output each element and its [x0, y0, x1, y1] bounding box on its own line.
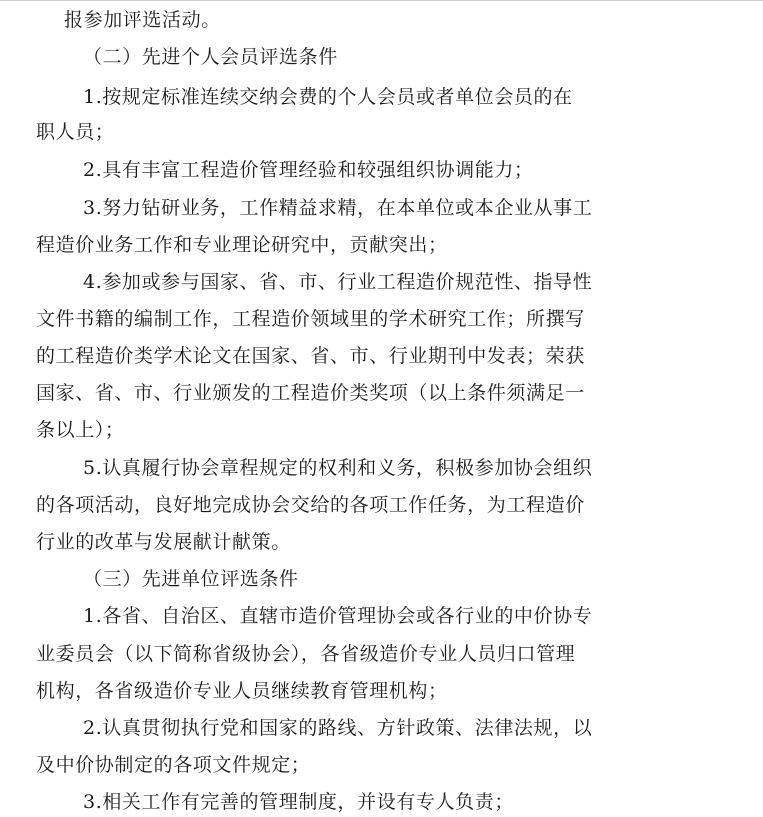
text-line: 文件书籍的编制工作，工程造价领域里的学术研究工作；所撰写 [36, 308, 585, 330]
text-line: 职人员； [36, 121, 115, 143]
text-line: 的各项活动，良好地完成协会交给的各项工作任务，为工程造价 [36, 494, 585, 516]
text-line: 行业的改革与发展献计献策。 [36, 531, 291, 553]
text-line: 3.相关工作有完善的管理制度，并设有专人负责； [83, 791, 514, 813]
text-line: 报参加评选活动。 [64, 9, 221, 31]
text-line: 1.各省、自治区、直辖市造价管理协会或各行业的中价协专 [83, 605, 593, 627]
text-line: 4.参加或参与国家、省、市、行业工程造价规范性、指导性 [83, 271, 593, 293]
text-line: 5.认真履行协会章程规定的权利和义务，积极参加协会组织 [83, 457, 593, 479]
text-line: 2.具有丰富工程造价管理经验和较强组织协调能力； [83, 159, 534, 181]
text-line: 及中价协制定的各项文件规定； [36, 754, 311, 776]
text-line: 1.按规定标准连续交纳会费的个人会员或者单位会员的在 [83, 86, 573, 108]
text-line: 条以上）； [36, 419, 125, 441]
text-line: 机构，各省级造价专业人员继续教育管理机构； [36, 680, 448, 702]
text-line: 国家、省、市、行业颁发的工程造价类奖项（以上条件须满足一 [36, 382, 585, 404]
text-line: 程造价业务工作和专业理论研究中，贡献突出； [36, 234, 448, 256]
text-line: 2.认真贯彻执行党和国家的路线、方针政策、法律法规，以 [83, 717, 593, 739]
text-line: 的工程造价类学术论文在国家、省、市、行业期刊中发表；荣获 [36, 345, 585, 367]
section-heading-unit: （三）先进单位评选条件 [83, 568, 299, 590]
text-line: 业委员会（以下简称省级协会），各省级造价专业人员归口管理 [36, 643, 576, 665]
text-line: 3.努力钻研业务，工作精益求精，在本单位或本企业从事工 [83, 197, 593, 219]
section-heading-individual: （二）先进个人会员评选条件 [83, 46, 338, 68]
